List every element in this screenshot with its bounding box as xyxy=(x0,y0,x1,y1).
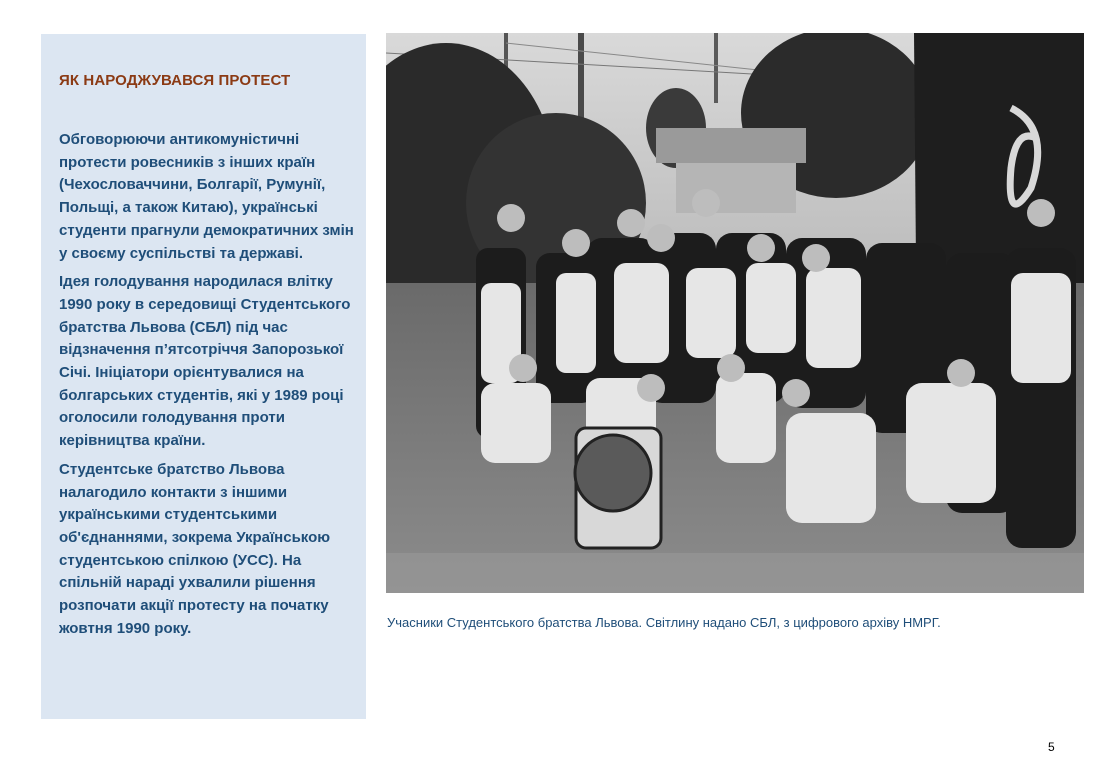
sidebar-title: ЯК НАРОДЖУВАВСЯ ПРОТЕСТ xyxy=(59,72,291,89)
page-number: 5 xyxy=(1048,740,1055,754)
sidebar-box xyxy=(41,34,366,719)
sidebar-paragraph-3: Студентське братство Львова налагодило контакти з іншими українськими студентськими об'єднаннями, зокрема Українською студентською спілкою (УСС). На спільній нараді ухвалили рішення розпочати акції протесту на початку жовтня 1990 року. xyxy=(59,460,331,637)
sidebar-paragraph-2: Ідея голодування народилася влітку 1990 року в середовищі Студентського братства Львова (СБЛ) під час відзначення п’ятсотріччя Запорозької Січі. Ініціатори орієнтувалися на болгарських студентів, які у 1989 році оголосили голодування проти керівництва країни. xyxy=(59,273,351,450)
group-photo xyxy=(386,33,1084,593)
sidebar-paragraph-1: Обговорюючи антикомуністичні протести ровесників з інших країн (Чехословаччини, Болгарії, Румунії, Польщі, а також Китаю), українські студенти прагнули демократичних змін у своєму суспільстві та державі. xyxy=(59,131,354,262)
group-photo-image xyxy=(386,33,1084,593)
sidebar-body xyxy=(59,129,358,640)
photo-caption: Учасники Студентського братства Львова. Світлину надано СБЛ, з цифрового архіву НМРГ. xyxy=(387,615,941,630)
